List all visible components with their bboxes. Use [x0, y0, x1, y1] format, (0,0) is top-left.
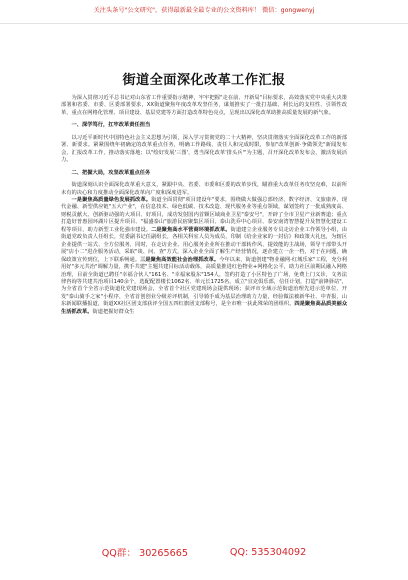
section-1-paragraph: 以习近平新时代中国特色社会主义思想为引领，深入学习贯彻党的二十大精神，坚决贯彻落实全面深化改革工作的新部署、新要求。紧紧围绕年初确定的改革重点任务，明确工作路线、责任人和完成时限，参加"改革创新·争做领先"新闻发布会，汇报改革工作，推动落实落地；以"绘好发展'三图'，勇当深化改革'排头兵'"为主题，召开深化改革发布会，激活发展活力。 [61, 134, 347, 164]
point-3-lead: 三是聚焦高效能社会治理抓改革。 [140, 256, 220, 263]
section-heading-1: 一、深学笃行，扛牢改革责任担当 [71, 122, 151, 129]
point-2-text: 街道建立企业服务专员走访企业工作领导小组，由街道党政负责人任组长，党委副书记任副组长，各相关科室人员为成员，印制《给企业家的一封信》和政策大礼包，为辖区企业提供一站式、全方位服务，同时，在走访企业、用心服务企业所在推动干部转作风、提效能的主战场，领导干部带头开展"店小二"进企服务活动，采取"谈、问、查"方式，深入企业全面了解生产经营情况，逐企建立一企一档，对于在问题，确保政策宣传到位，上下联系畅通。 [61, 226, 348, 263]
footer-qq-group: QQ群： 30265665 [101, 548, 188, 559]
section-2-paragraph-2 [61, 197, 347, 316]
top-banner: 关注头条号"公文研究"，获得最新最全最专业的公文资料库！ 微信：gongwenyj [93, 7, 315, 14]
point-3-text: 今年以来，街道创建"物业融网·红城乐家"工程，充分利用好"多元共治"调解力量，携手共建"主题共建目标活动载体，高质量推进红色物业+网格化公平，助力社区前期民融入网格治理，目前全街道已聘任"幸福合伙人"161名、"幸福家股东"154人，签约打造了小区特色了广场，免费上门义诊，文务法律咨询等共建共治项目140余个，选配配置楼长1062名、单元长1725名，成立"宜克俱乐部，信任计划，打造"前锋驿站"，为全省首个全省示范街道化党建现场会，全省首个社区党建现场会提供现场；获评市全域示范街道治理先进示范单位、开发"泰山骑手之家"小程序，全省首创创业分级差评机制，引导骑手成为基层治理助力力量，经验做法被新华社、中青报，山东新闻联播报道，街道XX社区团支部获评全国五四红旗团支部称号，是全市唯一获此殊荣的团组织。 [61, 256, 348, 308]
document-body [61, 95, 347, 316]
point-2-lead: 二是聚焦高水平营商环境抓改革。 [151, 226, 231, 233]
point-1-lead: 一是聚焦高质量绿色发展抓改革。 [71, 196, 152, 203]
document-title: 街道全面深化改革工作汇报 [122, 73, 286, 88]
section-2-paragraph-1: 街道深刻认识全面深化改革重大意义，紧跟中央、省委、市委和区委的改革步伐，瞄准重大改革任务攻坚克难，以前所未有的决心和力度推动全面深化改革向广度和深度进军。 [61, 182, 347, 196]
point-1-text: 街道全面贯彻"项目建设年"要求，围绕做大做强总部经济、数字经济、文旅康养、现代金融、新型供应链"五大产业"，在信息技术、绿色低碳、技术改造、现代服务业等重点领域，谋划签约了一批成熟度高、财税贡献大、创新驱动强的大项目、好项目，成功发射国内首颗区域商业卫星"泰安号"，开辟了全市卫星产业新赛道；重点打造好普惠园环湖片区提升项目、"福盛泰山"旅游民宿聚集区项目、泰山洗乔中心项目、泰安南湾智慧提升及智慧化建设工程等项目，助力新型工业化强市建设。 [61, 196, 347, 233]
point-4-lead: 四是聚焦高品质美丽众生活抓改革。 [61, 301, 347, 315]
banner-divider [0, 23, 408, 24]
section-heading-2: 二、把握大局，攻坚改革重点任务 [71, 169, 151, 176]
footer-contact [0, 542, 408, 562]
footer-qq: QQ: 535304092 [229, 546, 307, 558]
point-4-text: 街道把握好群众生 [92, 308, 135, 315]
intro-paragraph: 为深入贯彻习近平总书记对山东省工作重要指示精神，牢牢把握"走在前、开新局"目标要求，高效落实党中央重大决策部署和省委、市委、区委部署要求，XX街道聚焦年度改革攻坚任务，谋划推实了一批打基础、利长远的支柱性、引领性改革，重点在网格化管理、项目建设、基层党建等方面打造改革特色亮点，呈现出以深化改革助推高质量发展的新气象。 [61, 95, 347, 116]
